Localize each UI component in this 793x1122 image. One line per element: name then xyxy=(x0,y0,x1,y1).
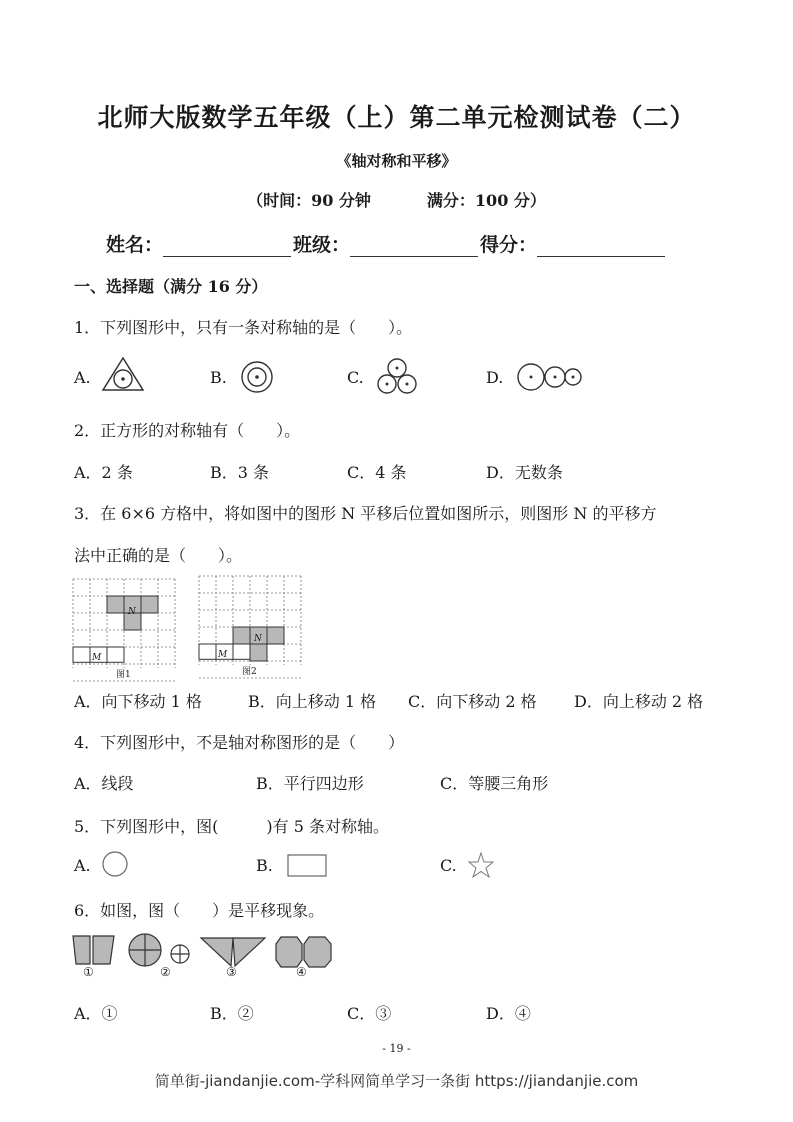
q1-option-b: B. xyxy=(210,368,227,387)
concentric-circles-icon xyxy=(240,360,274,394)
hexagon-pair-icon xyxy=(275,936,333,968)
page-title: 北师大版数学五年级（上）第二单元检测试卷（二） xyxy=(97,103,696,132)
fig6-label-1: ① xyxy=(83,965,94,979)
question-6: 6．如图，图（ ）是平移现象。 xyxy=(74,901,325,920)
fig1-label-n: N xyxy=(128,607,136,617)
circle-icon xyxy=(101,850,129,878)
question-5: 5．下列图形中，图( )有 5 条对称轴。 xyxy=(74,817,390,836)
row-circles-icon xyxy=(517,362,583,392)
fig6-label-2: ② xyxy=(160,965,171,979)
q6-option-b: B．② xyxy=(210,1004,254,1023)
q5-option-c: C. xyxy=(440,856,457,875)
result-blank[interactable] xyxy=(537,238,665,257)
q5-option-a: A. xyxy=(74,856,91,875)
question-2: 2．正方形的对称轴有（ ）。 xyxy=(74,421,301,440)
fig1-label-m: M xyxy=(92,653,102,663)
q2-option-b: B．3 条 xyxy=(210,463,270,482)
question-3-line-1: 3．在 6×6 方格中，将如图中的图形 N 平移后位置如图所示，则图形 N 的平移方 xyxy=(74,504,657,523)
q5-option-b: B. xyxy=(256,856,273,875)
q2-option-c: C．4 条 xyxy=(347,463,407,482)
student-fields xyxy=(106,230,667,257)
fig1-caption: 图1 xyxy=(116,670,131,680)
question-3-line-2: 法中正确的是（ ）。 xyxy=(74,546,243,565)
class-label: 班级： xyxy=(293,234,351,256)
section-heading: 一、选择题（满分 16 分） xyxy=(74,277,268,296)
q3-option-b: B．向上移动 1 格 xyxy=(248,692,377,711)
triangle-circle-icon xyxy=(102,356,146,392)
q1-option-d: D. xyxy=(486,368,504,387)
question-1: 1．下列图形中，只有一条对称轴的是（ ）。 xyxy=(74,318,413,337)
q2-option-d: D．无数条 xyxy=(486,463,563,482)
q4-option-a: A．线段 xyxy=(74,774,134,793)
rectangle-icon xyxy=(287,854,329,878)
q4-option-b: B．平行四边形 xyxy=(256,774,364,793)
q1-option-a: A. xyxy=(74,368,91,387)
fig6-label-4: ④ xyxy=(296,965,307,979)
name-label: 姓名： xyxy=(106,234,164,256)
q3-option-c: C．向下移动 2 格 xyxy=(408,692,537,711)
fig2-label-n: N xyxy=(254,634,262,644)
three-circles-icon xyxy=(376,357,418,395)
q2-option-a: A．2 条 xyxy=(74,463,133,482)
q3-option-a: A．向下移动 1 格 xyxy=(74,692,202,711)
fig2-caption: 图2 xyxy=(242,667,257,677)
footer-site: 简单街-jiandanjie.com-学科网简单学习一条街 https://jiandanjie.com xyxy=(154,1072,639,1090)
name-blank[interactable] xyxy=(163,238,291,257)
trapezoid-pair-icon xyxy=(72,934,116,966)
result-label: 得分： xyxy=(480,234,538,256)
star-icon xyxy=(468,852,494,878)
fig2-label-m: M xyxy=(218,650,228,660)
q4-option-c: C．等腰三角形 xyxy=(440,774,549,793)
page-subtitle: 《轴对称和平移》 xyxy=(336,152,457,170)
page-number: - 19 - xyxy=(382,1042,411,1055)
q1-option-c: C. xyxy=(347,368,364,387)
exam-info xyxy=(0,188,793,211)
q6-option-c: C．③ xyxy=(347,1004,392,1023)
exam-score: 满分：100 分） xyxy=(426,191,546,210)
q3-option-d: D．向上移动 2 格 xyxy=(574,692,704,711)
q6-option-a: A．① xyxy=(74,1004,118,1023)
class-blank[interactable] xyxy=(350,238,478,257)
q6-option-d: D．④ xyxy=(486,1004,531,1023)
question-4: 4．下列图形中，不是轴对称图形的是（ ） xyxy=(74,733,405,752)
exam-time: （时间：90 分钟 xyxy=(247,191,371,210)
circle-cross-icon xyxy=(126,932,194,968)
fig6-label-3: ③ xyxy=(226,965,237,979)
